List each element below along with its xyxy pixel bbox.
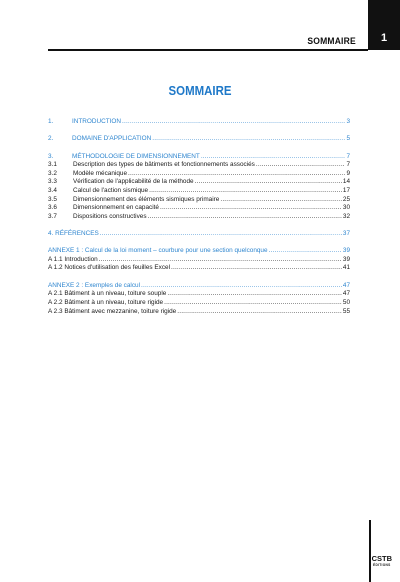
- toc-entry-number: 3.3: [48, 178, 57, 186]
- toc-leader: [160, 204, 342, 213]
- toc-entry-number: 2.: [48, 135, 54, 143]
- toc-leader: [148, 213, 342, 222]
- toc-entry-introduction[interactable]: [48, 118, 350, 127]
- cstb-logo: [372, 556, 392, 568]
- table-of-contents: [48, 118, 350, 316]
- toc-entry-page: 39: [342, 255, 350, 263]
- toc-entry-number: 3.6: [48, 204, 57, 212]
- toc-entry-title: Vérification de l'applicabilité de la méthode: [73, 178, 194, 186]
- toc-entry-a-2-1[interactable]: [48, 290, 350, 299]
- logo-subtitle: ÉDITIONS: [373, 563, 391, 567]
- toc-entry-title: ANNEXE 1 : Calcul de la loi moment – courbure pour une section quelconque: [48, 247, 268, 255]
- toc-entry-title: ANNEXE 2 : Exemples de calcul: [48, 281, 140, 289]
- logo-name: CSTB: [371, 554, 392, 563]
- toc-entry-page: 47: [342, 281, 350, 289]
- toc-entry-3-6[interactable]: [48, 204, 350, 213]
- toc-entry-page: 7: [346, 161, 350, 169]
- toc-entry-3-1[interactable]: [48, 161, 350, 170]
- toc-entry-3-4[interactable]: [48, 187, 350, 196]
- toc-entry-page: 39: [342, 247, 350, 255]
- toc-entry-page: 3: [346, 118, 350, 125]
- toc-entry-title: Dimensionnement en capacité: [73, 204, 159, 212]
- toc-entry-number: 3.: [48, 152, 54, 160]
- toc-leader: [256, 161, 346, 170]
- toc-entry-number: 3.2: [48, 169, 57, 177]
- toc-leader: [122, 118, 345, 127]
- toc-entry-title: MÉTHODOLOGIE DE DIMENSIONNEMENT: [72, 152, 200, 160]
- toc-entry-3-5[interactable]: [48, 196, 350, 205]
- toc-entry-page: 9: [346, 169, 350, 177]
- toc-entry-page: 25: [342, 195, 350, 203]
- toc-entry-a-1-2[interactable]: [48, 264, 350, 273]
- header-section-title: SOMMAIRE: [307, 36, 356, 47]
- toc-leader: [195, 178, 342, 187]
- toc-entry-title: Dispositions constructives: [73, 212, 147, 220]
- toc-entry-page: 14: [342, 178, 350, 186]
- toc-entry-page: 5: [346, 135, 350, 143]
- toc-leader: [128, 170, 345, 179]
- toc-entry-references[interactable]: [48, 230, 350, 239]
- toc-entry-number: 3.7: [48, 212, 57, 220]
- toc-leader: [100, 230, 342, 239]
- toc-entry-3-2[interactable]: [48, 170, 350, 179]
- toc-leader: [201, 153, 346, 162]
- toc-entry-number: 1.: [48, 118, 54, 125]
- toc-leader: [269, 247, 342, 256]
- toc-entry-title: A 2.2 Bâtiment à un niveau, toiture rigide: [48, 298, 164, 306]
- side-rule: [369, 520, 371, 582]
- toc-entry-title: A 1.2 Notices d'utilisation des feuilles Excel: [48, 264, 170, 272]
- toc-entry-page: 47: [342, 290, 350, 298]
- toc-entry-title: A 1.1 Introduction: [48, 255, 98, 263]
- toc-entry-number: 3.4: [48, 186, 57, 194]
- toc-entry-page: 55: [342, 307, 350, 315]
- toc-entry-page: 32: [342, 212, 350, 220]
- toc-entry-number: 3.5: [48, 195, 57, 203]
- toc-entry-title: DOMAINE D'APPLICATION: [72, 135, 152, 143]
- toc-leader: [171, 264, 342, 273]
- toc-entry-title: Dimensionnement des éléments sismiques primaire: [73, 195, 220, 203]
- toc-entry-number: 3.1: [48, 161, 57, 169]
- toc-entry-title: A 2.1 Bâtiment à un niveau, toiture souple: [48, 290, 167, 298]
- toc-entry-page: 50: [342, 298, 350, 306]
- toc-leader: [141, 282, 342, 291]
- toc-entry-a-1-1[interactable]: [48, 256, 350, 265]
- toc-leader: [164, 299, 342, 308]
- toc-entry-annexe-2[interactable]: [48, 282, 350, 291]
- page-number: 1: [380, 32, 388, 44]
- page-number-tab: [368, 0, 400, 50]
- toc-entry-title: Modèle mécanique: [73, 169, 127, 177]
- toc-entry-3-3[interactable]: [48, 178, 350, 187]
- toc-entry-title: INTRODUCTION: [72, 118, 121, 125]
- toc-leader: [152, 135, 345, 144]
- toc-leader: [220, 196, 342, 205]
- toc-entry-3-7[interactable]: [48, 213, 350, 222]
- toc-entry-title: Description des types de bâtiments et fonctionnements associés: [73, 161, 255, 169]
- page-title: SOMMAIRE: [168, 83, 232, 98]
- toc-leader: [177, 308, 342, 317]
- toc-entry-title: 4. RÉFÉRENCES: [48, 230, 99, 237]
- toc-entry-a-2-3[interactable]: [48, 308, 350, 317]
- toc-entry-page: 17: [342, 186, 350, 194]
- toc-entry-page: 30: [342, 204, 350, 212]
- toc-leader: [99, 256, 342, 265]
- toc-entry-page: 37: [342, 230, 350, 237]
- toc-entry-page: 7: [346, 152, 350, 160]
- toc-leader: [149, 187, 342, 196]
- toc-entry-a-2-2[interactable]: [48, 299, 350, 308]
- toc-entry-title: A 2.3 Bâtiment avec mezzanine, toiture rigide: [48, 307, 177, 315]
- toc-entry-title: Calcul de l'action sismique: [73, 186, 149, 194]
- toc-entry-page: 41: [342, 264, 350, 272]
- toc-entry-domaine[interactable]: [48, 135, 350, 144]
- toc-entry-methodologie[interactable]: [48, 153, 350, 162]
- toc-leader: [167, 290, 342, 299]
- toc-entry-annexe-1[interactable]: [48, 247, 350, 256]
- header-rule: [48, 49, 368, 51]
